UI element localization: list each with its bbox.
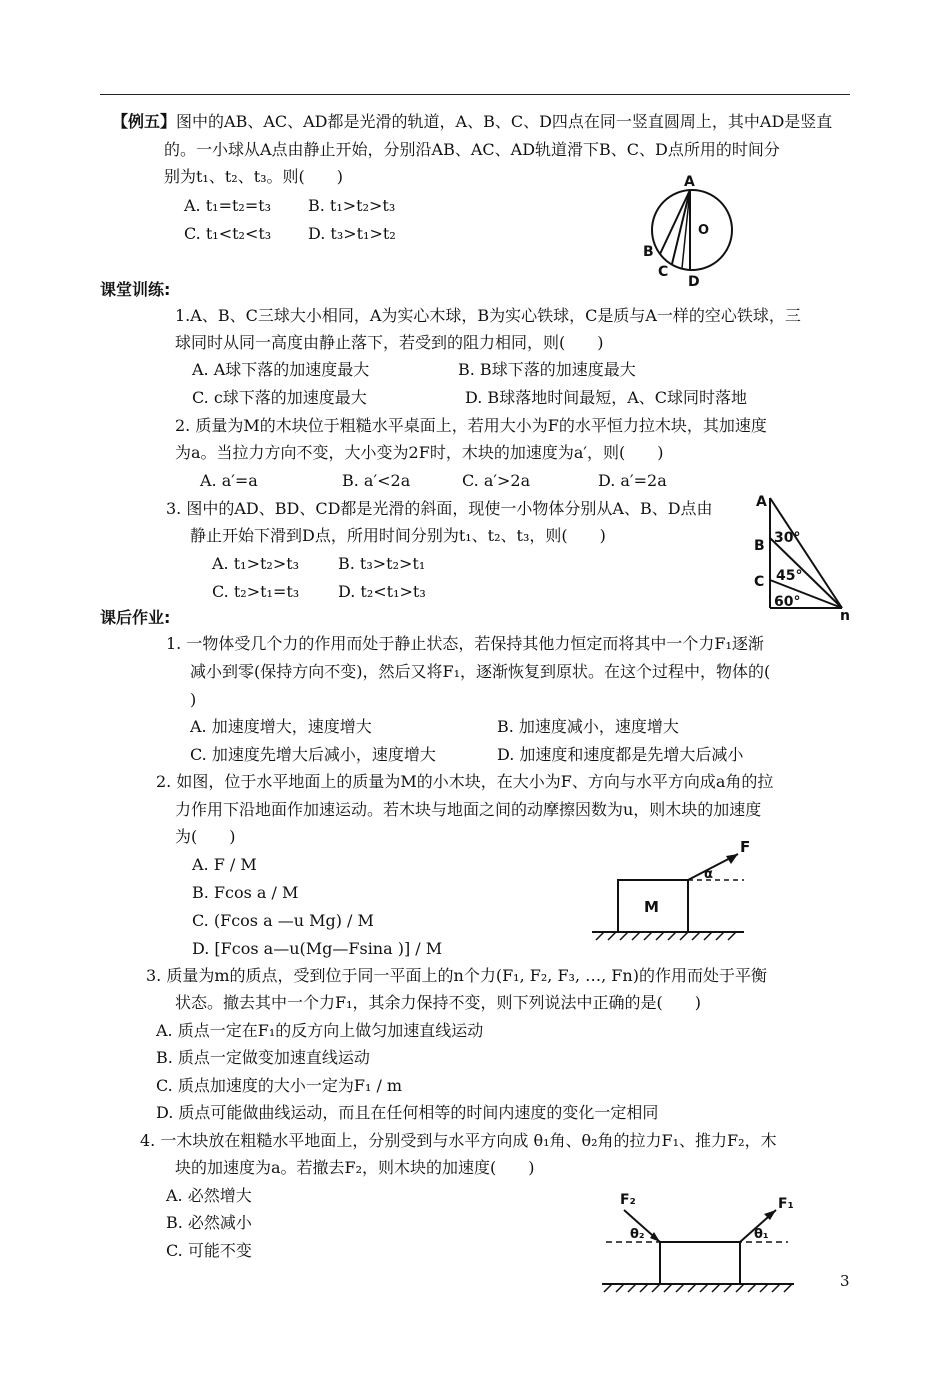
hq3-option-d: D. 质点可能做曲线运动，而且在任何相等的时间内速度的变化一定相同 [156,1103,659,1122]
hq1-option-b: B. 加速度减小，速度增大 [497,717,679,736]
label-o: O [698,223,710,238]
example5-line2: 的。一小球从A点由静止开始，分别沿AB、AC、AD轨道滑下B、C、D点所用的时间分 [164,140,780,159]
example5-option-c: C. t₁<t₂<t₃ [184,224,272,243]
cq2-line1: 2. 质量为M的木块位于粗糙水平桌面上，若用大小为F的水平恒力拉木块，其加速度 [175,416,767,435]
theta2-label: θ₂ [630,1227,645,1242]
mass-m-label: M [644,898,659,916]
example5-option-a: A. t₁=t₂=t₃ [184,196,272,215]
hq2-option-a: A. F / M [192,855,257,874]
cq1-line2: 球同时从同一高度由静止落下，若受到的阻力相同，则( ) [175,333,604,352]
cq2-option-d: D. a′=2a [598,471,667,490]
example5-line1-text: 图中的AB、AC、AD都是光滑的轨道，A、B、C、D四点在同一竖直圆周上，其中AD是竖直 [176,112,833,131]
hq1-option-a: A. 加速度增大，速度增大 [190,717,372,736]
cq1-option-c: C. c球下落的加速度最大 [192,388,367,407]
cq1-option-a: A. A球下落的加速度最大 [192,360,370,379]
incline-label-a: A [756,494,767,510]
cq3-line1: 3. 图中的AD、BD、CD都是光滑的斜面，现使一小物体分别从A、B、D点由 [166,499,713,518]
cq3-option-c: C. t₂>t₁=t₃ [212,582,300,601]
cq1-option-b: B. B球下落的加速度最大 [458,360,636,379]
page-number: 3 [840,1272,850,1290]
cq2-option-a: A. a′=a [200,471,258,490]
hq2-line1: 2. 如图，位于水平地面上的质量为M的小木块，在大小为F、方向与水平方向成a角的拉 [156,772,774,791]
hq3-line2: 状态。撤去其中一个力F₁，其余力保持不变，则下列说法中正确的是( ) [175,993,702,1012]
hq1-line2: 减小到零(保持方向不变)，然后又将F₁，逐渐恢复到原状。在这个过程中，物体的( [190,662,771,681]
hq2-line3: 为( ) [175,827,236,846]
angle-60: 60° [774,594,801,610]
label-d: D [688,274,700,290]
cq1-option-d: D. B球落地时间最短，A、C球同时落地 [465,388,747,407]
hq3-option-b: B. 质点一定做变加速直线运动 [156,1048,370,1067]
hq2-line2: 力作用下沿地面作加速运动。若木块与地面之间的动摩擦因数为u，则木块的加速度 [175,800,762,819]
angle-30: 30° [774,530,801,546]
hq2-option-b: B. Fcos a / M [192,883,299,902]
force-f1-label: F₁ [778,1196,794,1212]
hq1-option-d: D. 加速度和速度都是先增大后减小 [497,745,744,764]
example5-line3: 别为t₁、t₂、t₃。则( ) [164,167,344,186]
force-f2-label: F₂ [620,1192,636,1208]
theta1-label: θ₁ [754,1227,769,1242]
hq4-option-a: A. 必然增大 [166,1186,252,1205]
hq1-line3: ) [190,690,197,709]
hq1-line1: 1. 一物体受几个力的作用而处于静止状态，若保持其他力恒定而将其中一个力F₁逐渐 [166,634,764,653]
example5-tag: 【例五】 [112,112,177,131]
cq1-line1: 1.A、B、C三球大小相同，A为实心木球，B为实心铁球，C是质与A一样的空心铁球，三 [175,306,801,325]
incline-label-n: n [840,608,850,624]
example5-option-d: D. t₃>t₁>t₂ [308,224,396,243]
example5-option-b: B. t₁>t₂>t₃ [308,196,396,215]
hq3-option-a: A. 质点一定在F₁的反方向上做匀加速直线运动 [156,1021,484,1040]
alpha-label: α [704,867,713,882]
label-c: C [658,264,669,280]
hq2-option-c: C. (Fcos a —u Mg) / M [192,911,374,930]
label-b: B [643,244,654,260]
cq3-option-d: D. t₂<t₁>t₃ [338,582,426,601]
classroom-heading: 课堂训练: [100,280,171,299]
block-push-pull-diagram [598,1188,798,1300]
hq4-option-b: B. 必然减小 [166,1213,252,1232]
homework-heading: 课后作业: [100,608,171,627]
cq2-option-c: C. a′>2a [462,471,531,490]
block-pull-diagram [592,836,752,946]
cq3-option-b: B. t₃>t₂>t₁ [338,554,426,573]
force-f-label: F [740,838,751,856]
hq4-line2: 块的加速度为a。若撤去F₂，则木块的加速度( ) [175,1158,535,1177]
cq2-option-b: B. a′<2a [342,471,411,490]
label-a: A [684,174,695,190]
hq1-option-c: C. 加速度先增大后减小，速度增大 [190,745,436,764]
hq3-option-c: C. 质点加速度的大小一定为F₁ / m [156,1076,403,1095]
hq2-option-d: D. [Fcos a—u(Mg—Fsina )] / M [192,939,443,958]
hq4-option-c: C. 可能不变 [166,1241,252,1260]
incline-diagram [752,490,852,624]
angle-45: 45° [776,568,803,584]
cq2-line2: 为a。当拉力方向不变，大小变为2F时，木块的加速度为a′，则( ) [175,443,664,462]
cq3-line2: 静止开始下滑到D点，所用时间分别为t₁、t₂、t₃，则( ) [190,526,606,545]
hq3-line1: 3. 质量为m的质点，受到位于同一平面上的n个力(F₁, F₂, F₃, …, Fn)的作用而处于平衡 [146,966,767,985]
header-rule [100,94,850,95]
example5-line1 [112,112,832,132]
hq4-line1: 4. 一木块放在粗糙水平地面上，分别受到与水平方向成 θ₁角、θ₂角的拉力F₁、推力F₂，木 [140,1131,777,1150]
incline-label-c: C [754,574,765,590]
incline-label-b: B [754,538,765,554]
circle-track-diagram [638,168,748,290]
cq3-option-a: A. t₁>t₂>t₃ [212,554,300,573]
